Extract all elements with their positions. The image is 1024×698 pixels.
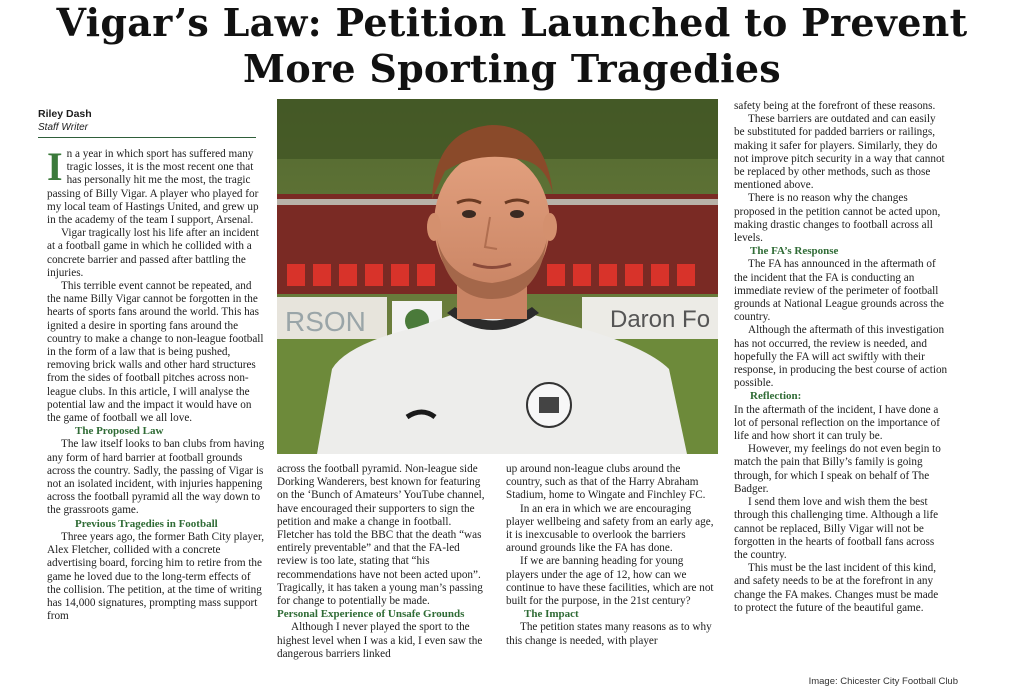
subheading: The Proposed Law (75, 425, 164, 438)
paragraph: I send them love and wish them the best through this challenging time. Although a life cannot be replaced, Billy Vigar will not be forgotten in the hearts of football fans across the country. (734, 496, 939, 561)
headline (0, 0, 1024, 92)
column-4 (734, 100, 948, 615)
subheading: The Impact (524, 608, 579, 621)
paragraph: In the aftermath of the incident, I have done a lot of personal reflection on the importance of life and how short it can truly be. (734, 403, 940, 443)
paragraph: up around non-league clubs around the country, such as that of the Harry Abraham Stadium, home to Wingate and Finchley FC. (506, 463, 706, 502)
board-right-text: Daron Fo (610, 306, 711, 333)
paragraph: There is no reason why the changes proposed in the petition cannot be acted upon, making drastic changes to football across all levels. (734, 192, 941, 245)
subheading: Previous Tragedies in Football (75, 517, 218, 530)
headline-line-2: More Sporting Tragedies (242, 46, 781, 91)
paragraph: The petition states many reasons as to why this change is needed, with player (506, 621, 712, 647)
paragraph: In an era in which we are encouraging player wellbeing and safety from an early age, it is inexcusable to overlook the barriers around grounds like the FA has done. (506, 502, 714, 555)
paragraph: These barriers are outdated and can easily be substituted for padded barriers or railings, making it safer for players. Similarly, they do not improve pitch security in a way that cannot be replaced by other methods, such as those mentioned above. (734, 113, 945, 192)
paragraph: However, my feelings do not even begin to match the pain that Billy’s family is going through, for which I speak on behalf of The Badger. (734, 443, 941, 495)
paragraph: Vigar tragically lost his life after an incident at a football game in which he collided with a concrete barrier and passed after battling the injuries. (47, 227, 259, 279)
image-caption: Image: Chicester City Football Club (808, 676, 958, 687)
paragraph: This must be the last incident of this kind, and safety needs to be at the forefront in any change the FA makes. Changes must be made to protect the future of the beautiful game. (734, 562, 939, 614)
paragraph: safety being at the forefront of these reasons. (734, 100, 936, 112)
column-1 (47, 144, 265, 623)
paragraph: This terrible event cannot be repeated, and the name Billy Vigar cannot be forgotten in the hearts of sports fans around the world. This has ignited a desire in sporting fans around the country to make a change to non-league football in the form of a law that is being pushed, removing brick walls and other hard structures from the sides of football pitches across non-league clubs. In this article, I will analyse the potential law and the impact it would have on the game of football we all love. (47, 280, 264, 425)
board-left-text: RSON (285, 306, 366, 337)
subheading: Personal Experience of Unsafe Grounds (277, 608, 465, 621)
paragraph: Three years ago, the former Bath City player, Alex Fletcher, collided with a concrete advertising board, forcing him to retire from the game he loved due to the long-term effects of the collision. The petition, at the time of writing has 14,000 signatures, prompting mass support from (47, 530, 265, 623)
column-2 (277, 463, 487, 661)
paragraph: If we are banning heading for young players under the age of 12, how can we continue to have these facilities, which are not built for the purpose, in the 21st century? (506, 555, 714, 608)
drop-cap: I (47, 144, 63, 189)
player-portrait (277, 99, 718, 454)
paragraph: across the football pyramid. Non-league side Dorking Wanderers, best known for featuring on the ‘Bunch of Amateurs’ YouTube channel, have encouraged their supporters to sign the petition and make a change in football. Fletcher has told the BBC that the death “was entirely preventable” and that the FA-led review is too late, stating that “his recommendations have not been acted upon”. Tragically, it has taken a young man’s passing for change to potentially be made. (277, 463, 485, 608)
author-role: Staff Writer (38, 122, 89, 133)
paragraph: The law itself looks to ban clubs from having any form of hard barrier at football grounds across the country. Sadly, the passing of Vigar is not an isolated incident, with injuries happening across the football pyramid all the way down to the grassroots game. (47, 438, 265, 517)
headline-line-1: Vigar’s Law: Petition Launched to Prevent (56, 0, 968, 45)
paragraph: Although I never played the sport to the highest level when I was a kid, I even saw the dangerous barriers linked (277, 621, 483, 660)
paragraph: n a year in which sport has suffered many tragic losses, it is the most recent one that has personally hit me the most, the tragic passing of Billy Vigar. A player who played for my local team of Hastings United, and grew up in the academy of the team I support, Arsenal. (47, 148, 259, 227)
article-photo (277, 99, 718, 454)
paragraph: Although the aftermath of this investigation has not occurred, the review is needed, and hopefully the FA will act swiftly with their response, in producing the best course of action possible. (734, 324, 948, 390)
subheading: The FA’s Response (750, 245, 839, 258)
column-3 (506, 463, 716, 648)
byline-rule (38, 137, 256, 138)
author-name: Riley Dash (38, 108, 92, 120)
subheading: Reflection: (750, 390, 802, 403)
byline (38, 108, 258, 138)
paragraph: The FA has announced in the aftermath of the incident that the FA is conducting an immediate review of the perimeter of football grounds at National League grounds across the country. (734, 258, 945, 324)
